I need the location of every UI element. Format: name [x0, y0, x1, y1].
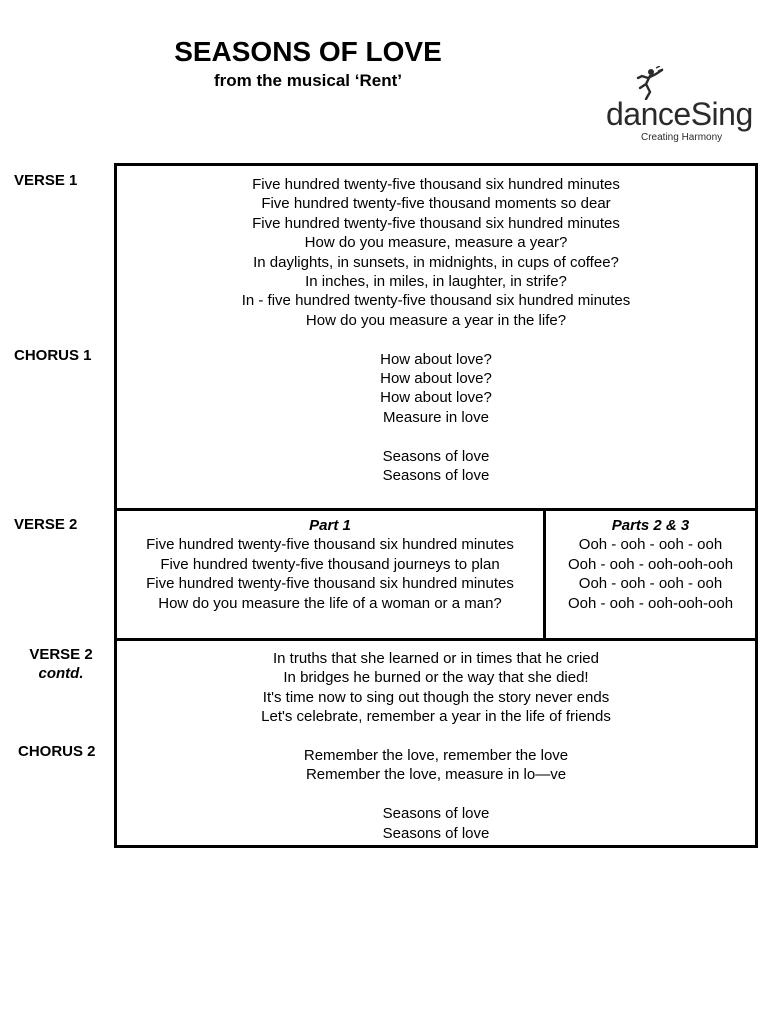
section-1-lyric-line: In inches, in miles, in laughter, in strife?	[305, 273, 567, 291]
label-verse-2: VERSE 2	[14, 516, 78, 533]
section-3-lyric-line: In bridges he burned or the way that she died!	[283, 669, 589, 687]
page-title: SEASONS OF LOVE	[174, 36, 442, 67]
section-3-lyric-line: Seasons of love	[382, 805, 490, 823]
section-3-lyric-line	[117, 785, 755, 804]
section-3-lyric-line: It's time now to sing out though the story never ends	[262, 688, 610, 706]
section-1-lyric-line: Seasons of love	[382, 447, 490, 465]
section-1-lyric-line	[117, 330, 755, 349]
label-verse-2-contd-note: contd.	[38, 665, 84, 683]
part-1-lyric-line: Five hundred twenty-five thousand journeys to plan	[160, 555, 500, 573]
logo-tagline: Creating Harmony	[641, 132, 723, 143]
logo-wordmark: danceSing	[606, 96, 753, 132]
label-verse-2-contd-main: VERSE 2	[29, 646, 93, 663]
section-3-lyric-line	[117, 727, 755, 746]
section-3-lyric-line: Seasons of love	[382, 824, 490, 842]
section-1-lyric-line: Seasons of love	[382, 467, 490, 485]
verse-2-parts-2-3-box	[543, 508, 758, 641]
section-1-lyric-line: Five hundred twenty-five thousand moments so dear	[261, 195, 611, 213]
part-1-heading: Part 1	[309, 517, 351, 534]
section-1-lyric-line: Five hundred twenty-five thousand six hundred minutes	[252, 176, 620, 193]
section-1-lyric-line: In - five hundred twenty-five thousand six hundred minutes	[241, 292, 631, 310]
verse-1-chorus-1-box	[114, 163, 758, 511]
section-3-lyric-line: In truths that she learned or in times that he cried	[272, 650, 599, 667]
section-1-lyric-line: Measure in love	[383, 408, 489, 426]
section-1-lyric-line: In daylights, in sunsets, in midnights, in cups of coffee?	[253, 253, 619, 271]
parts-2-3-lyric-line: Ooh - ooh - ooh-ooh-ooh	[567, 555, 734, 573]
part-1-lyric-line: How do you measure the life of a woman or a man?	[158, 594, 502, 612]
dancer-icon	[626, 66, 666, 100]
dancesing-logo	[604, 66, 752, 146]
parts-2-3-lyric-line: Ooh - ooh - ooh - ooh	[578, 536, 723, 554]
section-1-lyric-line: How about love?	[380, 389, 492, 407]
section-1-lyric-line: Five hundred twenty-five thousand six hundred minutes	[252, 214, 620, 232]
part-1-lyric-line: Five hundred twenty-five thousand six hundred minutes	[146, 536, 514, 554]
label-verse-2-contd	[18, 645, 104, 684]
parts-2-3-lyrics	[546, 511, 755, 613]
part-1-lyrics	[117, 511, 543, 613]
section-1-lyric-line: How about love?	[380, 350, 492, 368]
label-chorus-2: CHORUS 2	[18, 743, 96, 760]
section-1-lyrics	[117, 166, 755, 485]
section-3-lyric-line: Let's celebrate, remember a year in the life of friends	[261, 708, 611, 726]
label-verse-1: VERSE 1	[14, 172, 78, 189]
parts-2-3-heading: Parts 2 & 3	[611, 517, 690, 534]
section-1-lyric-line	[117, 427, 755, 446]
section-3-lyric-line: Remember the love, measure in lo—ve	[305, 766, 567, 784]
parts-2-3-lyric-line: Ooh - ooh - ooh - ooh	[578, 575, 723, 593]
section-3-lyric-line: Remember the love, remember the love	[303, 747, 569, 765]
label-chorus-1: CHORUS 1	[14, 347, 92, 364]
section-1-lyric-line: How do you measure a year in the life?	[305, 311, 567, 329]
page-subtitle: from the musical ‘Rent’	[214, 71, 402, 90]
section-3-lyrics	[117, 641, 755, 843]
section-1-lyric-line: How about love?	[380, 370, 492, 388]
verse-2-part-1-box	[114, 508, 546, 641]
part-1-lyric-line: Five hundred twenty-five thousand six hundred minutes	[146, 575, 514, 593]
parts-2-3-lyric-line: Ooh - ooh - ooh-ooh-ooh	[567, 594, 734, 612]
section-1-lyric-line: How do you measure, measure a year?	[304, 234, 568, 252]
verse-2-contd-chorus-2-box	[114, 638, 758, 848]
